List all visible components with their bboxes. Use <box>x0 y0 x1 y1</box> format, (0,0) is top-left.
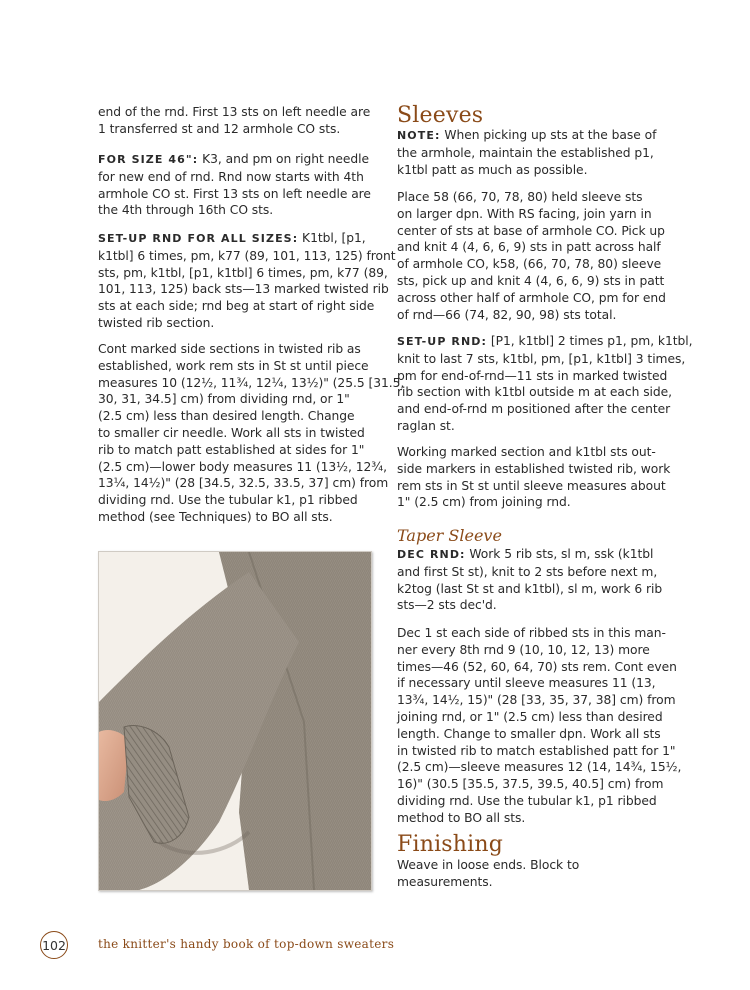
paragraph-end-of-rnd <box>98 104 370 138</box>
text-line: and end-of-rnd m positioned after the center <box>397 402 671 417</box>
text-line: side markers in established twisted rib, work <box>397 461 671 476</box>
text-line: dividing rnd. Use the tubular k1, p1 ribbed <box>397 793 657 808</box>
paragraph-note <box>397 127 656 178</box>
text-line: rib section with k1tbl outside m at each side, <box>397 385 673 400</box>
text-line: method (see Techniques) to BO all sts. <box>98 509 333 524</box>
text-line: [P1, k1tbl] 2 times p1, pm, k1tbl, <box>487 334 693 348</box>
text-line: k1tbl patt as much as possible. <box>397 162 588 177</box>
text-line: joining rnd, or 1" (2.5 cm) less than desired <box>397 709 663 724</box>
text-line: and first St st), knit to 2 sts before next m, <box>397 564 658 579</box>
text-line: armhole CO st. First 13 sts on left needle are <box>98 186 371 201</box>
text-line: k2tog (last St st and k1tbl), sl m, work 6 rib <box>397 581 663 596</box>
text-line: Place 58 (66, 70, 78, 80) held sleeve sts <box>397 190 643 204</box>
text-line: across other half of armhole CO, pm for end <box>397 290 666 305</box>
text-line: the armhole, maintain the established p1, <box>397 145 654 160</box>
text-line: rem sts in St st until sleeve measures about <box>397 478 666 493</box>
text-line: Work 5 rib sts, sl m, ssk (k1tbl <box>465 547 654 561</box>
text-line: rib to match patt established at sides for 1" <box>98 442 365 457</box>
paragraph-size-46 <box>98 151 371 219</box>
paragraph-working-marked <box>397 444 670 511</box>
lead-in-label: FOR SIZE 46": <box>98 153 199 166</box>
lead-in-label: NOTE: <box>397 129 441 142</box>
text-line: 13¾, 14½, 15)" (28 [33, 35, 37, 38] cm) from <box>397 693 676 708</box>
text-line: 101, 113, 125) back sts—13 marked twisted rib <box>98 282 389 297</box>
lead-in-label: DEC RND: <box>397 548 466 561</box>
text-line: 30, 31, 34.5] cm) from dividing rnd, or 1" <box>98 392 350 407</box>
text-line: raglan st. <box>397 418 455 433</box>
text-line: K3, and pm on right needle <box>198 152 369 166</box>
text-line: of rnd—66 (74, 82, 90, 98) sts total. <box>397 307 617 322</box>
text-line: (2.5 cm) less than desired length. Change <box>98 409 355 424</box>
text-line: ner every 8th rnd 9 (10, 10, 12, 13) more <box>397 642 650 657</box>
heading-sleeves: Sleeves <box>397 103 484 128</box>
heading-finishing: Finishing <box>397 832 504 857</box>
text-line: the 4th through 16th CO sts. <box>98 203 274 218</box>
text-line: Weave in loose ends. Block to <box>397 858 580 872</box>
text-line: measurements. <box>397 874 493 889</box>
paragraph-dec-rnd <box>397 546 662 614</box>
text-line: measures 10 (12½, 11¾, 12¼, 13½)" (25.5 [31.5, <box>98 375 405 390</box>
paragraph-set-up-all-sizes <box>98 230 396 332</box>
text-line: sts at each side; rnd beg at start of right side <box>98 299 375 314</box>
text-line: sts—2 sts dec'd. <box>397 598 497 613</box>
text-line: 13¼, 14½)" (28 [34.5, 32.5, 33.5, 37] cm) from <box>98 476 389 491</box>
paragraph-place-sleeve-sts <box>397 189 666 323</box>
text-line: dividing rnd. Use the tubular k1, p1 ribbed <box>98 493 358 508</box>
paragraph-cont-marked <box>98 341 404 526</box>
page-number: 102 <box>40 931 68 959</box>
text-line: end of the rnd. First 13 sts on left needle are <box>98 105 371 119</box>
paragraph-set-up-rnd <box>397 333 693 435</box>
text-line: 1" (2.5 cm) from joining rnd. <box>397 495 571 510</box>
text-line: twisted rib section. <box>98 315 215 330</box>
text-line: (2.5 cm)—lower body measures 11 (13½, 12¾, <box>98 459 388 474</box>
text-line: established, work rem sts in St st until piece <box>98 358 369 373</box>
text-line: (2.5 cm)—sleeve measures 12 (14, 14¾, 15½, <box>397 760 682 775</box>
text-line: center of sts at base of armhole CO. Pick up <box>397 223 665 238</box>
text-line: on larger dpn. With RS facing, join yarn in <box>397 206 652 221</box>
sleeve-illustration <box>99 552 371 890</box>
text-line: to smaller cir needle. Work all sts in twisted <box>98 425 365 440</box>
text-line: Cont marked side sections in twisted rib as <box>98 342 361 356</box>
text-line: for new end of rnd. Rnd now starts with 4th <box>98 169 364 184</box>
running-footer-title: the knitter's handy book of top-down sweaters <box>98 937 395 951</box>
text-line: When picking up sts at the base of <box>440 128 657 142</box>
text-line: times—46 (52, 60, 64, 70) sts rem. Cont even <box>397 659 677 674</box>
text-line: Working marked section and k1tbl sts out- <box>397 445 656 459</box>
text-line: of armhole CO, k58, (66, 70, 78, 80) sleeve <box>397 257 662 272</box>
paragraph-finishing <box>397 857 579 891</box>
text-line: Dec 1 st each side of ribbed sts in this man- <box>397 626 666 640</box>
lead-in-label: SET-UP RND FOR ALL SIZES: <box>98 232 299 245</box>
text-line: sts, pick up and knit 4 (4, 6, 6, 9) sts in patt <box>397 273 665 288</box>
sweater-sleeve-photo <box>98 551 372 891</box>
text-line: in twisted rib to match established patt for 1" <box>397 743 676 758</box>
text-line: 16)" (30.5 [35.5, 37.5, 39.5, 40.5] cm) from <box>397 777 664 792</box>
heading-taper-sleeve: Taper Sleeve <box>397 526 502 545</box>
paragraph-dec-each-side <box>397 625 681 827</box>
text-line: K1tbl, [p1, <box>298 231 366 245</box>
text-line: 1 transferred st and 12 armhole CO sts. <box>98 121 341 136</box>
text-line: k1tbl] 6 times, pm, k77 (89, 101, 113, 125) front <box>98 248 396 263</box>
text-line: pm for end-of-rnd—11 sts in marked twisted <box>397 368 668 383</box>
text-line: if necessary until sleeve measures 11 (13, <box>397 676 656 691</box>
text-line: and knit 4 (4, 6, 6, 9) sts in patt across half <box>397 240 661 255</box>
lead-in-label: SET-UP RND: <box>397 335 488 348</box>
text-line: knit to last 7 sts, k1tbl, pm, [p1, k1tbl] 3 times, <box>397 351 686 366</box>
text-line: sts, pm, k1tbl, [p1, k1tbl] 6 times, pm, k77 (89, <box>98 265 388 280</box>
text-line: length. Change to smaller dpn. Work all sts <box>397 726 661 741</box>
text-line: method to BO all sts. <box>397 810 526 825</box>
